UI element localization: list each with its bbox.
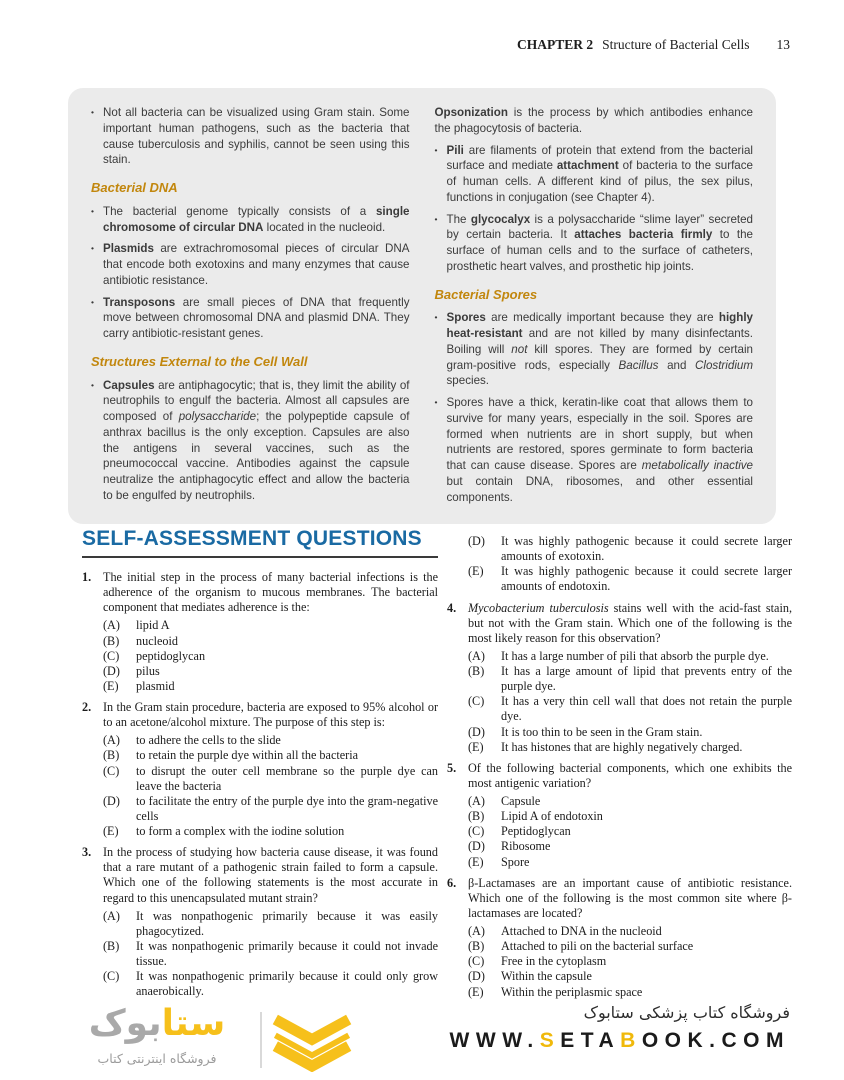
answer-option-text: Peptidoglycan bbox=[501, 824, 571, 839]
questions-left-column bbox=[82, 570, 438, 1005]
answer-option-label: (E) bbox=[103, 678, 119, 693]
paragraph-text bbox=[103, 378, 410, 504]
text-segment: is a polysaccharide “slime layer” secreted by certain bacteria. It bbox=[446, 212, 754, 242]
questions-right-column bbox=[447, 534, 792, 1006]
answer-option bbox=[468, 725, 792, 740]
answer-option-label: (C) bbox=[468, 824, 485, 839]
answer-option bbox=[103, 764, 438, 794]
text-segment: polysaccharide bbox=[178, 410, 257, 424]
text-segment: In the Gram stain procedure, bacteria are exposed to 95% alcohol or to an acetone/alcohol mixture. The purpose of this step is: bbox=[103, 700, 438, 730]
wordmark-secondary: بوک bbox=[88, 1003, 162, 1044]
answer-option-text: Attached to pili on the bacterial surface bbox=[501, 939, 694, 954]
bullet-icon bbox=[91, 378, 103, 504]
answer-option bbox=[468, 855, 792, 870]
bullet-icon bbox=[435, 395, 447, 505]
answer-option bbox=[103, 679, 438, 694]
question-item bbox=[82, 700, 438, 839]
answer-option-label: (B) bbox=[468, 809, 485, 824]
answer-option bbox=[103, 634, 438, 649]
answer-option bbox=[103, 939, 438, 969]
text-segment: Spores bbox=[446, 311, 486, 325]
question-body bbox=[103, 700, 438, 839]
question-item bbox=[82, 570, 438, 694]
answer-option-label: (A) bbox=[103, 618, 120, 633]
answer-option-text: It was nonpathogenic primarily because it was easily phagocytized. bbox=[136, 908, 438, 938]
text-segment: but contain DNA, ribosomes, and other essential components. bbox=[446, 474, 753, 504]
text-segment: ; the polypeptide capsule of anthrax bacillus is the only exception. Capsules are also the antigens in several vaccines, such as the pneumococcal vaccine. Antibodies against the capsule neutralize the antiphagocytic effect and allow the bacteria to be engulfed by neutrophils. bbox=[103, 410, 410, 502]
answer-option-text: It has a large number of pili that absorb the purple dye. bbox=[501, 648, 769, 663]
answer-option-label: (D) bbox=[103, 663, 120, 678]
text-segment: Not all bacteria can be visualized using Gram stain. Some important human pathogens, such as the bacteria that cause tuberculosis and syphilis, cannot be seen using this stain. bbox=[103, 106, 410, 167]
answer-option-text: to facilitate the entry of the purple dye into the gram-negative cells bbox=[136, 793, 438, 823]
summary-right-column bbox=[435, 105, 754, 512]
summary-bullet-item bbox=[435, 395, 754, 505]
answer-option bbox=[103, 969, 438, 999]
bullet-icon bbox=[435, 143, 447, 206]
answer-option bbox=[103, 664, 438, 679]
question-item bbox=[447, 761, 792, 870]
text-segment: are extrachromosomal pieces of circular DNA that encode both exotoxins and many enzymes that cause antibiotic resistance. bbox=[103, 242, 410, 287]
chapter-title: Structure of Bacterial Cells bbox=[602, 37, 750, 52]
answer-option-label: (B) bbox=[103, 938, 120, 953]
text-segment: not bbox=[511, 342, 528, 356]
setabook-chevron-emblem-icon bbox=[270, 1012, 354, 1072]
question-item bbox=[447, 601, 792, 755]
text-segment: Pili bbox=[446, 143, 464, 157]
text-segment: single chromosome of circular DNA bbox=[103, 204, 410, 234]
answer-option-text: Spore bbox=[501, 854, 530, 869]
question-number bbox=[447, 534, 468, 595]
answer-option-label: (C) bbox=[468, 694, 485, 709]
text-segment: Of the following bacterial components, which one exhibits the most antigenic variation? bbox=[468, 760, 792, 790]
question-stem bbox=[468, 876, 792, 921]
answer-option-text: It was nonpathogenic primarily because it could not invade tissue. bbox=[136, 938, 438, 968]
question-body bbox=[468, 534, 792, 595]
text-segment: The initial step in the process of many bacterial infections is the adherence of the organism to mucous membranes. The bacterial component that mediates adherence is the: bbox=[103, 570, 438, 615]
bullet-icon bbox=[91, 204, 103, 236]
answer-option bbox=[468, 924, 792, 939]
answer-option-label: (C) bbox=[468, 954, 485, 969]
answer-option-label: (D) bbox=[103, 793, 120, 808]
answer-option-text: to form a complex with the iodine solution bbox=[136, 824, 345, 838]
text-segment: Mycobacterium tuberculosis bbox=[468, 600, 609, 615]
answer-option bbox=[103, 618, 438, 633]
answer-option bbox=[468, 664, 792, 694]
answer-option-label: (B) bbox=[103, 633, 120, 648]
question-number: 6. bbox=[447, 875, 457, 890]
text-segment: are small pieces of DNA that frequently move between chromosomal DNA and plasmid DNA. They carry antibiotic-resistant genes. bbox=[103, 295, 410, 341]
paragraph-text bbox=[447, 143, 754, 206]
answer-option-text: Attached to DNA in the nucleoid bbox=[501, 924, 662, 938]
answer-option-text: It was highly pathogenic because it could secrete larger amounts of endotoxin. bbox=[501, 564, 792, 594]
summary-bullet-item bbox=[435, 310, 754, 389]
paragraph-text bbox=[447, 310, 754, 389]
summary-bullet-item bbox=[91, 204, 410, 236]
answer-option-text: Within the capsule bbox=[501, 969, 592, 984]
answer-option-label: (E) bbox=[468, 854, 484, 869]
url-segment: S bbox=[539, 1029, 561, 1052]
answer-option-label: (A) bbox=[468, 924, 485, 938]
url-segment: WWW. bbox=[449, 1029, 540, 1052]
text-segment: glycocalyx bbox=[470, 212, 531, 226]
summary-bullet-item bbox=[91, 105, 410, 168]
question-number: 4. bbox=[447, 600, 457, 615]
answer-option-label: (A) bbox=[103, 908, 120, 923]
paragraph-text bbox=[103, 295, 410, 342]
answer-option bbox=[103, 748, 438, 763]
answer-option-text: plasmid bbox=[136, 678, 175, 693]
paragraph-text bbox=[447, 212, 754, 275]
answer-option-label: (E) bbox=[468, 564, 484, 579]
url-segment: B bbox=[620, 1029, 642, 1052]
paragraph-text bbox=[447, 395, 754, 505]
text-segment: species. bbox=[446, 374, 490, 388]
text-segment: attachment bbox=[556, 159, 619, 173]
text-segment: and are not killed by many disinfectants. Boiling will bbox=[446, 327, 753, 356]
text-segment: stains well with the acid-fast stain, but not with the Gram stain. Which one of the following is the most likely reason for this observation? bbox=[468, 600, 792, 645]
question-body bbox=[468, 761, 792, 870]
answer-option-label: (C) bbox=[103, 648, 120, 663]
summary-bullet-item bbox=[91, 241, 410, 288]
text-segment: metabolically inactive bbox=[641, 459, 754, 473]
footer-right-block bbox=[450, 1003, 790, 1053]
summary-paragraph bbox=[435, 105, 754, 137]
url-segment: ETA bbox=[560, 1029, 621, 1052]
answer-option bbox=[468, 809, 792, 824]
answer-option bbox=[468, 694, 792, 724]
answer-option-label: (A) bbox=[468, 648, 485, 663]
answer-option bbox=[468, 649, 792, 664]
answer-option-text: Capsule bbox=[501, 794, 541, 808]
text-segment: Plasmids bbox=[103, 242, 154, 256]
text-segment: Transposons bbox=[103, 295, 176, 309]
answer-option-label: (E) bbox=[103, 824, 119, 838]
text-segment: kill spores. They are formed by certain gram-positive rods, especially bbox=[446, 342, 753, 372]
answer-option bbox=[103, 824, 438, 839]
answer-option-label: (C) bbox=[103, 969, 120, 984]
answer-option-text: to adhere the cells to the slide bbox=[136, 733, 281, 748]
answer-option-text: It has a large amount of lipid that prevents entry of the purple dye. bbox=[501, 664, 792, 694]
answer-option-label: (B) bbox=[468, 939, 485, 954]
answer-option-label: (C) bbox=[103, 763, 120, 778]
question-continuation bbox=[447, 534, 792, 595]
title-rule bbox=[82, 556, 438, 558]
text-segment: and bbox=[658, 358, 696, 372]
question-number: 5. bbox=[447, 760, 457, 775]
answer-option bbox=[468, 824, 792, 839]
answer-option bbox=[468, 740, 792, 755]
question-number: 2. bbox=[82, 700, 92, 714]
website-url[interactable] bbox=[450, 1029, 790, 1053]
answer-option-text: Free in the cytoplasm bbox=[501, 954, 607, 969]
running-head bbox=[517, 37, 790, 53]
answer-option bbox=[103, 909, 438, 939]
text-segment: Capsules bbox=[103, 378, 155, 392]
answer-option-text: It is too thin to be seen in the Gram stain. bbox=[501, 724, 703, 739]
question-item bbox=[82, 845, 438, 999]
bullet-icon bbox=[91, 105, 103, 168]
text-segment: are antiphagocytic; that is, they limit the ability of neutrophils to engulf the bacteria. Almost all capsules are composed of bbox=[103, 378, 410, 424]
box-section-heading: Bacterial DNA bbox=[91, 180, 178, 196]
question-stem bbox=[103, 845, 438, 906]
bullet-icon bbox=[435, 310, 447, 389]
answer-option-label: (D) bbox=[468, 724, 485, 739]
question-body bbox=[103, 570, 438, 694]
answer-option-label: (B) bbox=[468, 664, 485, 678]
text-segment: Opsonization bbox=[434, 106, 508, 119]
summary-bullet-item bbox=[91, 295, 410, 342]
answer-option-label: (A) bbox=[468, 794, 485, 808]
answer-option-text: lipid A bbox=[136, 618, 170, 633]
page-number: 13 bbox=[776, 37, 790, 52]
text-segment: The bbox=[446, 212, 471, 226]
wordmark-primary: ستا bbox=[161, 1003, 226, 1044]
answer-option-text: It has histones that are highly negatively charged. bbox=[501, 739, 743, 754]
answer-option-label: (B) bbox=[103, 748, 120, 763]
paragraph-text bbox=[103, 105, 410, 168]
answer-option bbox=[468, 985, 792, 1000]
text-segment: of bacteria to the surface of human cells. A different kind of pilus, the sex pilus, functions in conjugation (see Chapter 4). bbox=[446, 159, 754, 204]
box-section-heading: Structures External to the Cell Wall bbox=[91, 353, 308, 369]
text-segment: are filaments of protein that extend from the bacterial surface and mediate bbox=[446, 143, 753, 173]
text-segment: is the process by which antibodies enhance the phagocytosis of bacteria. bbox=[434, 106, 753, 135]
summary-bullet-item bbox=[435, 143, 754, 206]
answer-option bbox=[468, 939, 792, 954]
question-body bbox=[468, 601, 792, 755]
answer-option-label: (E) bbox=[468, 739, 484, 754]
summary-bullet-item bbox=[435, 212, 754, 275]
store-tagline: فروشگاه کتاب پزشکی ستابوک bbox=[583, 1003, 790, 1022]
answer-option bbox=[468, 954, 792, 969]
answer-option-text: Lipid A of endotoxin bbox=[501, 809, 603, 824]
answer-option-text: nucleoid bbox=[136, 633, 178, 648]
question-stem bbox=[103, 570, 438, 615]
answer-option bbox=[468, 969, 792, 984]
answer-option bbox=[468, 839, 792, 854]
answer-option-text: Within the periplasmic space bbox=[501, 984, 643, 999]
summary-left-column bbox=[91, 105, 410, 512]
question-body bbox=[468, 876, 792, 1000]
box-section-heading: Bacterial Spores bbox=[434, 286, 538, 302]
setabook-wordmark[interactable] bbox=[58, 1002, 256, 1045]
chapter-label: CHAPTER 2 bbox=[517, 37, 594, 52]
text-segment: are medically important because they are bbox=[485, 311, 719, 325]
bullet-icon bbox=[435, 212, 447, 275]
summary-bullet-item bbox=[91, 378, 410, 504]
answer-option-text: pilus bbox=[136, 663, 160, 678]
answer-option-text: to disrupt the outer cell membrane so the purple dye can leave the bacteria bbox=[136, 763, 438, 793]
answer-option bbox=[468, 564, 792, 594]
text-segment: attaches bacteria firmly bbox=[574, 228, 713, 242]
question-stem bbox=[103, 700, 438, 730]
answer-option-label: (E) bbox=[468, 984, 484, 999]
answer-option-label: (D) bbox=[468, 969, 485, 984]
paragraph-text bbox=[103, 241, 410, 288]
question-stem bbox=[468, 761, 792, 791]
text-segment: In the process of studying how bacteria cause disease, it was found that a rare mutant of a pathogenic strain failed to form a capsule. Which one of the following statements is the most accurate in regard to this unencapsulated mutant strain? bbox=[103, 845, 438, 905]
question-item bbox=[447, 876, 792, 1000]
question-number: 1. bbox=[82, 570, 92, 584]
answer-option-text: to retain the purple dye within all the bacteria bbox=[136, 748, 358, 763]
text-segment: highly heat-resistant bbox=[446, 311, 753, 341]
paragraph-text bbox=[103, 204, 410, 236]
answer-option-label: (D) bbox=[468, 534, 485, 548]
text-segment: Bacillus bbox=[618, 358, 659, 372]
answer-option-text: It was nonpathogenic primarily because it could only grow anaerobically. bbox=[136, 969, 438, 999]
answer-option bbox=[468, 794, 792, 809]
answer-option-text: Ribosome bbox=[501, 839, 551, 854]
url-segment: OOK.COM bbox=[641, 1029, 790, 1052]
question-stem bbox=[468, 601, 792, 646]
logo-separator bbox=[260, 1012, 262, 1068]
text-segment: The bacterial genome typically consists of a bbox=[103, 204, 376, 218]
answer-option-text: It has a very thin cell wall that does not retain the purple dye. bbox=[501, 694, 792, 724]
chapter-summary-box bbox=[68, 88, 776, 524]
answer-option-text: peptidoglycan bbox=[136, 648, 206, 663]
text-segment: β-Lactamases are an important cause of antibiotic resistance. Which one of the following is the most common site where β-lactamases are located? bbox=[468, 875, 792, 920]
answer-option bbox=[103, 733, 438, 748]
text-segment: Clostridium bbox=[695, 358, 753, 372]
question-body bbox=[103, 845, 438, 999]
logo-subtitle: فروشگاه اینترنتی کتاب bbox=[97, 1051, 217, 1066]
bullet-icon bbox=[91, 295, 103, 342]
answer-option bbox=[103, 794, 438, 824]
text-segment: Spores have a thick, keratin-like coat that allows them to survive for many years, especially in the soil. Spores are formed when nutrients are in short supply, but when nutrients are restored, spores germinate to form bacteria that can cause disease. Spores are bbox=[446, 396, 753, 473]
question-number: 3. bbox=[82, 845, 92, 860]
self-assessment-title: SELF-ASSESSMENT QUESTIONS bbox=[82, 527, 422, 550]
paragraph-text bbox=[435, 105, 754, 137]
answer-option bbox=[103, 649, 438, 664]
answer-option bbox=[468, 534, 792, 564]
answer-option-label: (D) bbox=[468, 839, 485, 854]
text-segment: to the surface of human cells and to the surface of catheters, prosthetic heart valves, and prosthetic hip joints. bbox=[446, 228, 753, 273]
answer-option-text: It was highly pathogenic because it could secrete larger amounts of exotoxin. bbox=[501, 534, 792, 564]
text-segment: located in the nucleoid. bbox=[263, 220, 386, 234]
answer-option-label: (A) bbox=[103, 733, 120, 748]
bullet-icon bbox=[91, 241, 103, 288]
